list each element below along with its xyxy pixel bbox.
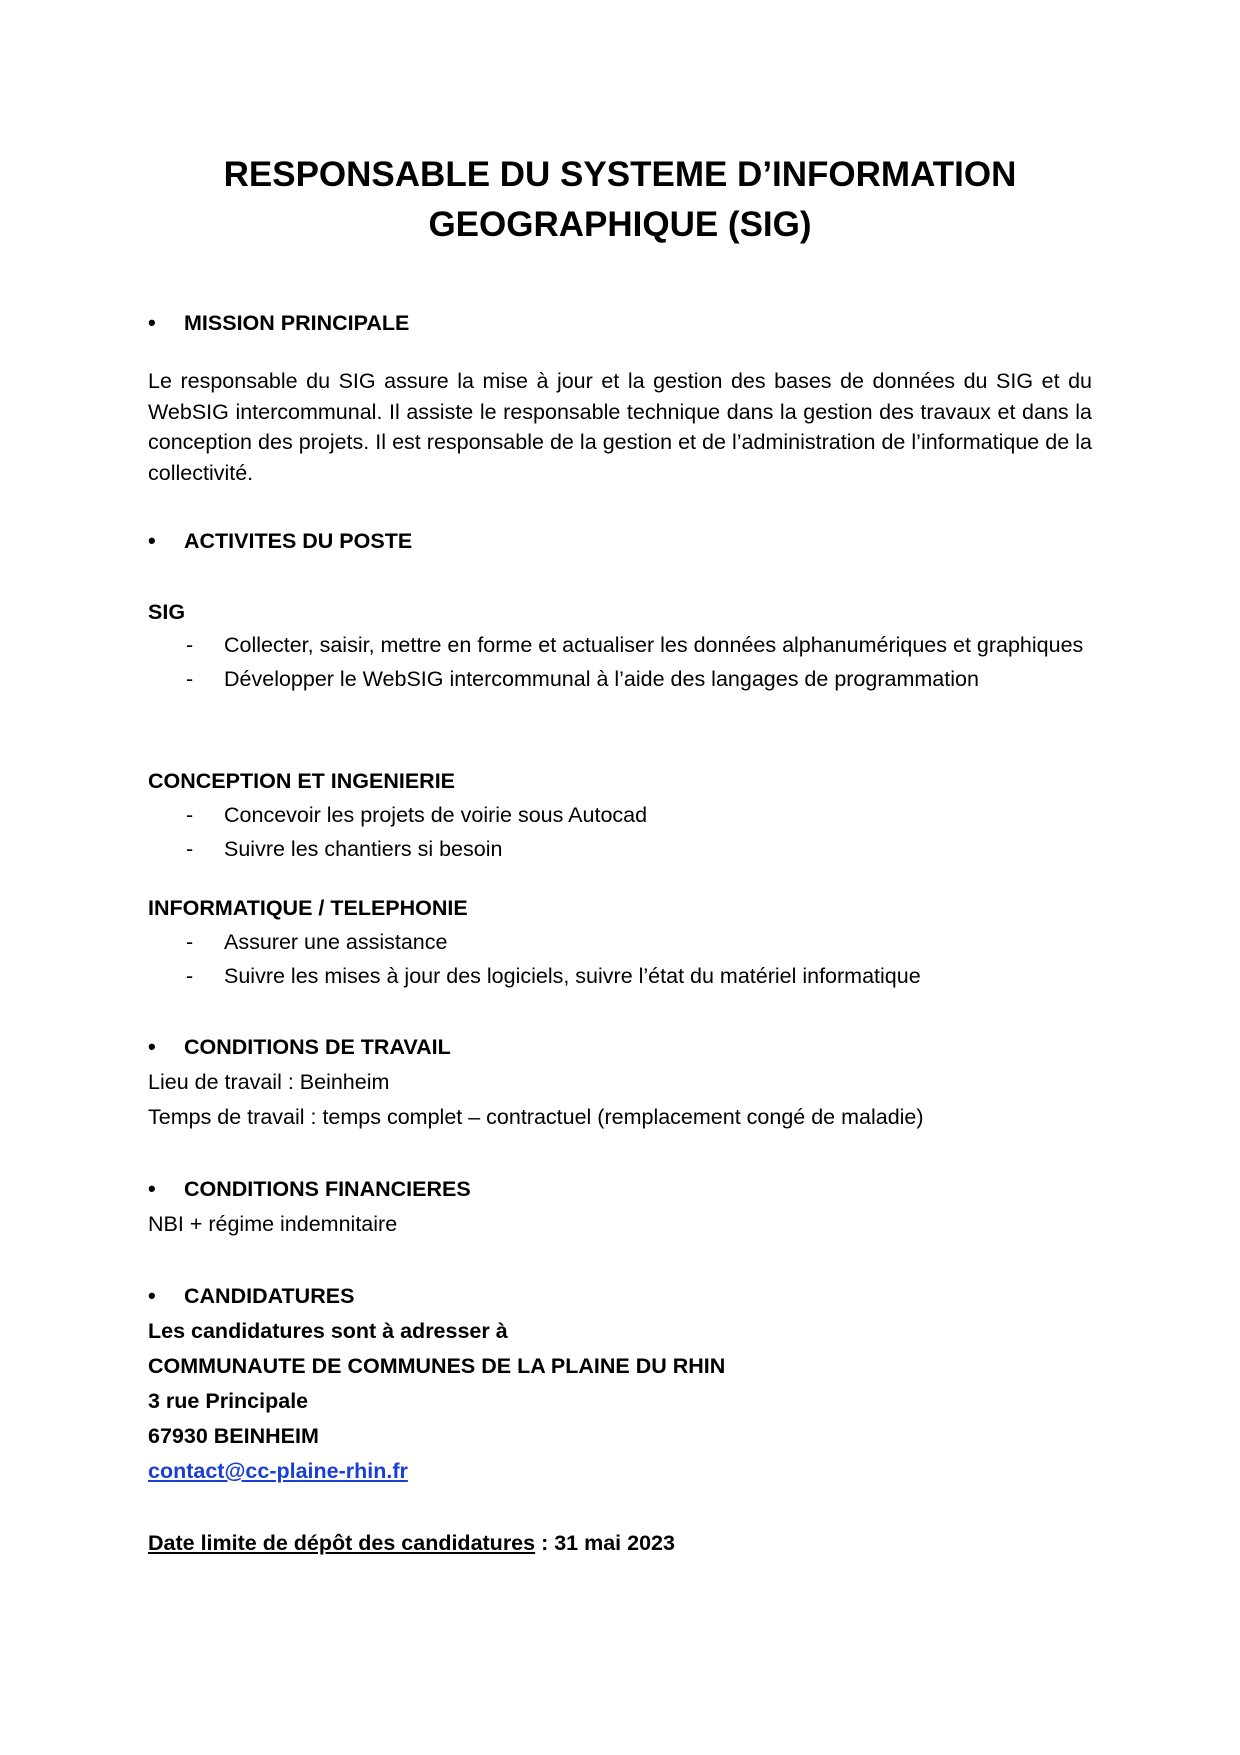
list-item-text: Collecter, saisir, mettre en forme et actualiser les données alphanumériques et graphiques [224,633,1084,657]
page-title [148,150,1092,250]
section-heading-mission [148,306,409,340]
contact-email-line [148,1454,408,1488]
mission-paragraph: Le responsable du SIG assure la mise à jour et la gestion des bases de données du SIG et du WebSIG intercommunal. Il assiste le responsable technique dans la gestion des travaux et dans la conception des projets. Il est responsable de la gestion et de l’administration de l’informatique de la collectivité. [148,369,1092,485]
list-item-text: Concevoir les projets de voirie sous Autocad [224,803,648,827]
list-item [148,961,1092,991]
deadline-date: 31 mai 2023 [554,1531,675,1555]
bullet-icon: • [148,1176,156,1201]
application-intro: Les candidatures sont à adresser à [148,1319,508,1343]
bullet-icon: • [148,528,156,553]
list-item [148,630,1092,660]
section-heading-conditions-travail [148,1030,451,1064]
dash-icon: - [186,667,194,691]
activity-list-sig [148,630,1092,698]
bullet-icon: • [148,310,156,335]
list-item-text: Suivre les chantiers si besoin [224,837,503,861]
list-item-text: Assurer une assistance [224,930,448,954]
dash-icon: - [186,633,194,657]
section-heading-label: CANDIDATURES [184,1284,355,1308]
subsection-title-informatique: INFORMATIQUE / TELEPHONIE [148,896,468,920]
list-item-text: Développer le WebSIG intercommunal à l’aide des langages de programmation [224,667,979,691]
activity-list-informatique [148,927,1092,995]
list-item [148,800,1092,830]
financial-terms: NBI + régime indemnitaire [148,1212,398,1236]
list-item [148,834,1092,864]
bullet-icon: • [148,1034,156,1059]
section-heading-label: ACTIVITES DU POSTE [184,529,413,553]
list-item-text: Suivre les mises à jour des logiciels, suivre l’état du matériel informatique [224,964,921,988]
dash-icon: - [186,803,194,827]
dash-icon: - [186,964,194,988]
section-heading-label: CONDITIONS DE TRAVAIL [184,1035,451,1059]
subsection-title-sig: SIG [148,600,186,624]
dash-icon: - [186,930,194,954]
section-heading-conditions-financieres [148,1172,471,1206]
deadline-label: Date limite de dépôt des candidatures [148,1531,536,1555]
section-heading-label: MISSION PRINCIPALE [184,311,410,335]
address-organisation: COMMUNAUTE DE COMMUNES DE LA PLAINE DU RHIN [148,1354,726,1378]
section-heading-activites [148,524,412,558]
dash-icon: - [186,837,194,861]
contact-email-link[interactable]: contact@cc-plaine-rhin.fr [148,1459,408,1483]
title-line-2: GEOGRAPHIQUE (SIG) [428,205,812,244]
list-item [148,927,1092,957]
work-time: Temps de travail : temps complet – contractuel (remplacement congé de maladie) [148,1105,924,1129]
deadline-line [148,1526,675,1560]
list-item [148,664,1092,694]
subsection-title-conception: CONCEPTION ET INGENIERIE [148,769,456,793]
work-location: Lieu de travail : Beinheim [148,1070,390,1094]
address-city: 67930 BEINHEIM [148,1424,319,1448]
section-heading-label: CONDITIONS FINANCIERES [184,1177,471,1201]
activity-list-conception [148,800,1092,868]
deadline-separator: : [535,1531,555,1555]
address-street: 3 rue Principale [148,1389,309,1413]
title-line-1: RESPONSABLE DU SYSTEME D’INFORMATION [223,155,1017,194]
bullet-icon: • [148,1283,156,1308]
section-heading-candidatures [148,1279,354,1313]
